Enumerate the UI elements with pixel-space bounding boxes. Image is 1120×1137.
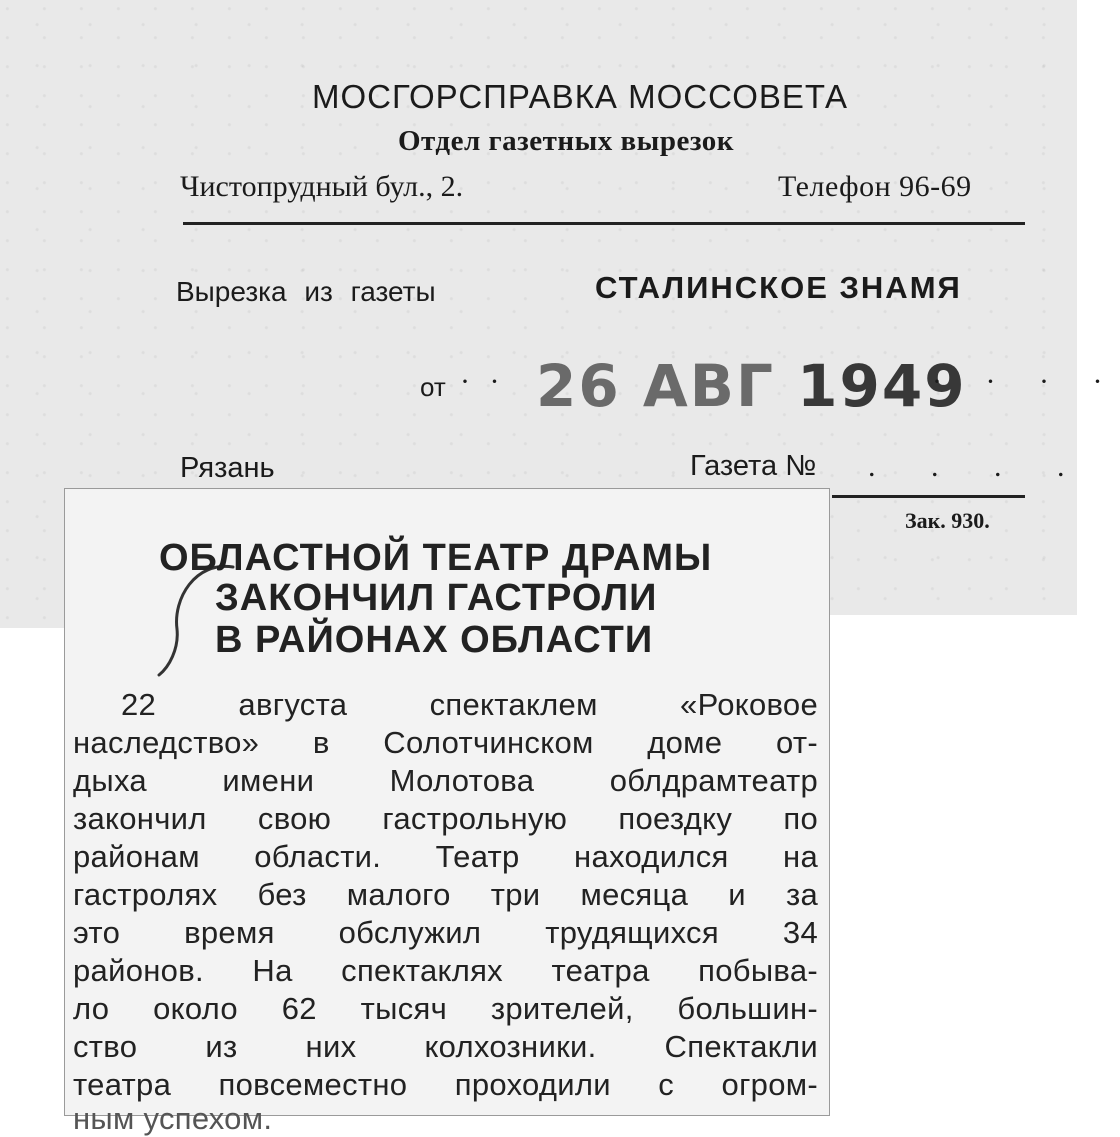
number-divider <box>832 495 1025 498</box>
header-divider <box>183 222 1025 225</box>
address: Чистопрудный бул., 2. <box>180 170 464 203</box>
clipping-label: Вырезка из газеты <box>176 276 436 307</box>
headline-line: ОБЛАСТНОЙ ТЕАТР ДРАМЫ <box>159 537 713 579</box>
article-line: районам области. Театр находился на <box>73 839 818 874</box>
article-line: гастролях без малого три месяца и за <box>73 877 818 912</box>
article-line: театра повсеместно проходили с огром- <box>73 1067 818 1102</box>
organization-title: МОСГОРСПРАВКА МОССОВЕТА <box>312 78 848 115</box>
dotted-fill: · · <box>460 365 506 398</box>
city: Рязань <box>180 452 275 484</box>
date-stamp <box>536 352 967 420</box>
blank-margin <box>830 615 1077 1129</box>
dotted-fill: . . . . <box>868 450 1089 483</box>
date-from-label: от <box>420 372 446 402</box>
article-line: ным успехом. <box>73 1101 273 1136</box>
newspaper-name: СТАЛИНСКОЕ ЗНАМЯ <box>595 270 962 305</box>
date-stamp-year: 1949 <box>797 352 967 420</box>
date-stamp-day-month: 26 АВГ <box>536 352 775 420</box>
newspaper-clipping <box>64 488 830 1136</box>
article-line: ло около 62 тысяч зрителей, большин- <box>73 991 818 1026</box>
article-line: районов. На спектаклях театра побыва- <box>73 953 818 988</box>
article-line: закончил свою гастрольную поездку по <box>73 801 818 836</box>
article-line: 22 августа спектаклем «Роковое <box>121 687 818 722</box>
headline-line: ЗАКОНЧИЛ ГАСТРОЛИ <box>215 577 658 619</box>
phone: Телефон 96-69 <box>778 170 972 203</box>
order-number: Зак. 930. <box>905 508 990 533</box>
article-line: это время обслужил трудящихся 34 <box>73 915 818 950</box>
headline-line: В РАЙОНАХ ОБЛАСТИ <box>215 619 654 661</box>
department-title: Отдел газетных вырезок <box>398 125 735 157</box>
gazeta-number-label: Газета № <box>690 450 817 482</box>
dotted-fill: · · · · <box>932 365 1120 398</box>
article-line: наследство» в Солотчинском доме от- <box>73 725 818 760</box>
article-line: ство из них колхозники. Спектакли <box>73 1029 818 1064</box>
article-line: дыха имени Молотова облдрамтеатр <box>73 763 818 798</box>
